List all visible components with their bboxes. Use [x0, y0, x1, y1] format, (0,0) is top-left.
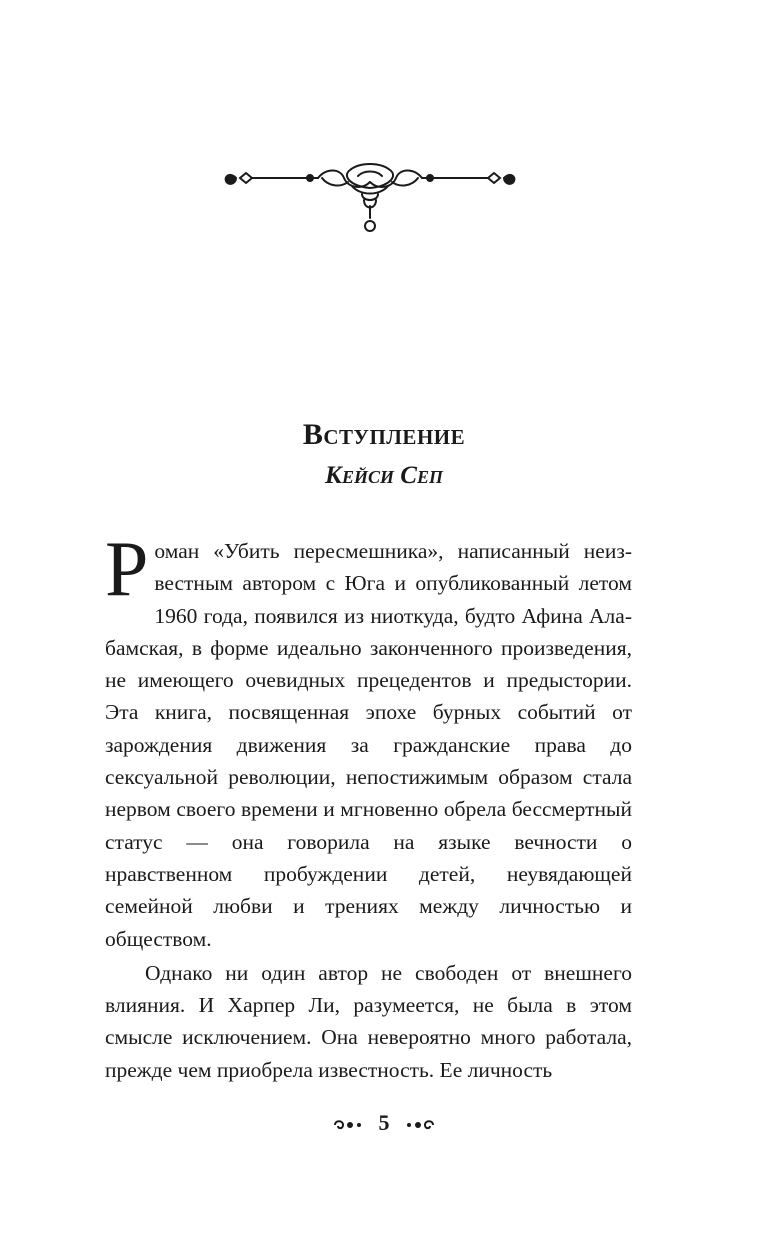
body-text: [105, 525, 632, 1086]
header-ornament-icon: [222, 156, 518, 236]
chapter-author: Кейси Сеп: [325, 462, 443, 489]
left-footer-ornament-icon: [333, 1118, 363, 1132]
right-footer-ornament-icon: [405, 1118, 435, 1132]
paragraph: [105, 525, 632, 955]
page-number: 5: [378, 1110, 390, 1135]
page-footer: [0, 1110, 768, 1136]
chapter-title: Вступление: [302, 418, 466, 451]
paragraph-1-text: оман «Убить пересмешника», написанный неизвестным автором с Юга и опубликованный летом 1960 года, появился из ниоткуда, будто Афина Алабамская, в форме идеально законченного произведения, не имеющего очевидных прецедентов и предыстории. Эта книга, посвященная эпохе бурных событий от зарождения движения за гражданские права до сексуальной революции, непостижимым образом стала нервом своего времени и мгновенно обрела бессмертный статус — она говорила на языке вечности о нравственном пробуждении детей, неувядающей семейной любви и трениях между личностью и обществом.: [105, 539, 632, 951]
drop-cap: Р: [105, 525, 149, 612]
paragraph: Однако ни один автор не свободен от внешнего влияния. И Харпер Ли, разумеется, не была в этом смысле исключением. Она невероятно много работала, прежде чем приобрела известность. Ее личность: [105, 960, 632, 1082]
